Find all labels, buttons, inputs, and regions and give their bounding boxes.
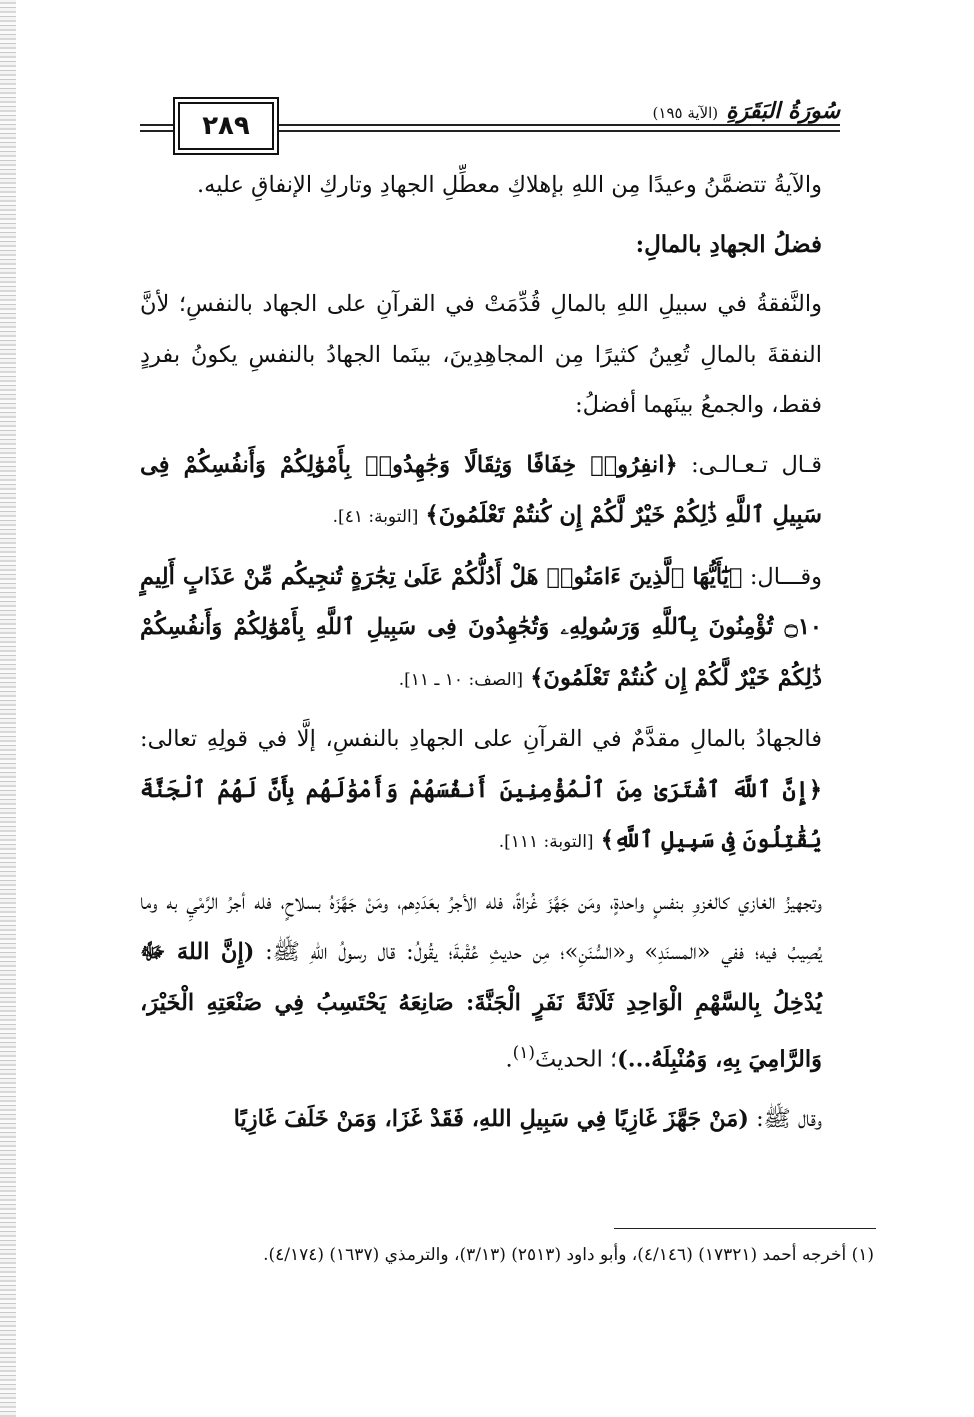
- footnote-rule: [614, 1228, 876, 1229]
- surah-title: [643, 98, 840, 124]
- page-number-box: [178, 102, 274, 150]
- paragraph-text: فالجهادُ بالمالِ مقدَّمٌ في القرآنِ على الجهادِ بالنفسِ، إلَّا في قولِهِ تعالى:: [140, 726, 822, 752]
- paragraph-7: [140, 1094, 822, 1145]
- quran-verse: ﴿يَٰٓأَيُّهَا ٱلَّذِينَ ءَامَنُوا۟ هَلْ أَدُلُّكُمْ عَلَىٰ تِجَٰرَةٍ تُنجِيكُم مِّنْ عَذَابٍ أَلِيمٍ ۝١٠ تُؤْمِنُونَ بِٱللَّهِ وَرَسُولِهِۦ وَتُجَٰهِدُونَ فِى سَبِيلِ ٱللَّهِ بِأَمْوَٰلِكُمْ وَأَنفُسِكُمْ ذَٰلِكُمْ خَيْرٌ لَّكُمْ إِن كُنتُمْ تَعْلَمُونَ﴾: [140, 563, 822, 691]
- page-body: [140, 160, 822, 1154]
- footnote: (١) أخرجه أحمد (١٧٣٢١) (٤/١٤٦)، وأبو داود (٢٥١٣) (٣/١٣)، والترمذي (١٦٣٧) (٤/١٧٤).: [263, 1245, 874, 1265]
- paragraph-4: [140, 552, 822, 706]
- ayah-label: (الآية ١٩٥): [652, 104, 719, 122]
- page-number: ٢٨٩: [202, 111, 250, 141]
- paragraph-text: وقال ﷺ:: [756, 1106, 822, 1132]
- surah-name: سُورَةُ البَقَرَةِ: [726, 98, 840, 124]
- paragraph-text: وتجهيزُ الغازي كالغزوِ بنفسٍ واحدةٍ، ومَن جَهَّزَ غُزاةً، فله الأجرُ بعَدَدِهم، ومَنْ جَهَّزَهُ بسلاحٍ، فله أجرُ الرَّمْيِ به وما يُصِيبُ فيه؛ ففي «المسنَدِ» و«السُّنَنِ»؛ مِن حديثِ عُقْبةَ؛ يقُولُ: قال رسولُ اللهِ ﷺ:: [140, 888, 822, 965]
- paragraph-2: والنَّفقةُ في سبيلِ اللهِ بالمالِ قُدِّمَتْ في القرآنِ على الجهاد بالنفسِ؛ لأنَّ النفقةَ بالمالِ تُعِينُ كثيرًا مِن المجاهِدِينَ، بينَما الجهادُ بالنفسِ يكونُ بفردٍ فقط، والجمعُ بينَهما أفضلُ:: [140, 291, 822, 418]
- scan-edge: [0, 0, 16, 1417]
- verse-reference: [التوبة: ٤١].: [332, 507, 419, 527]
- verse-reference: [التوبة: ١١١].: [498, 832, 594, 852]
- quote-intro: وقـــال:: [749, 563, 822, 590]
- quran-verse: ﴿إِنَّ ٱللَّهَ ٱشْتَرَىٰ مِنَ ٱلْمُؤْمِنِينَ أَنفُسَهُمْ وَأَمْوَٰلَهُم بِأَنَّ لَهُمُ ٱلْجَنَّةَ يُقَٰتِلُونَ فِى سَبِيلِ ٱللَّهِ﴾: [140, 776, 822, 853]
- hadith-text: (إِنَّ اللهَ ﷻ يُدْخِلُ بِالسَّهْمِ الْوَاحِدِ ثَلَاثَةً نَفَرٍ الْجَنَّةَ: صَانِعَهُ يَحْتَسِبُ فِي صَنْعَتِهِ الْخَيْرَ، وَالرَّامِيَ بِهِ، وَمُنْبِلَهُ...): [140, 939, 822, 1073]
- paragraph-6: [140, 877, 822, 1086]
- page-header: [140, 96, 840, 146]
- paragraph-text: ؛ الحديثَ: [535, 1046, 618, 1073]
- footnote-marker: (١): [512, 1043, 536, 1063]
- paragraph-5: [140, 714, 822, 868]
- verse-reference: [الصف: ١٠ ـ ١١].: [398, 669, 524, 690]
- quran-verse: ﴿انفِرُوا۟ خِفَافًا وَثِقَالًا وَجَٰهِدُوا۟ بِأَمْوَٰلِكُمْ وَأَنفُسِكُمْ فِى سَبِيلِ ٱللَّهِ ذَٰلِكُمْ خَيْرٌ لَّكُمْ إِن كُنتُمْ تَعْلَمُونَ﴾: [140, 451, 822, 528]
- paragraph-1: والآيةُ تتضمَّنُ وعيدًا مِن اللهِ بإهلاكِ معطِّلِ الجهادِ وتاركِ الإنفاقِ عليه.: [197, 172, 822, 198]
- hadith-text: (مَنْ جَهَّزَ غَازِيًا فِي سَبِيلِ اللهِ، فَقَدْ غَزَا، وَمَنْ خَلَفَ غَازِيًا: [233, 1106, 749, 1132]
- quote-intro: قـال تـعـالـى:: [691, 451, 823, 478]
- paragraph-text: .: [505, 1046, 513, 1073]
- section-heading: فضلُ الجهادِ بالمالِ:: [635, 230, 822, 258]
- paragraph-3: [140, 440, 822, 543]
